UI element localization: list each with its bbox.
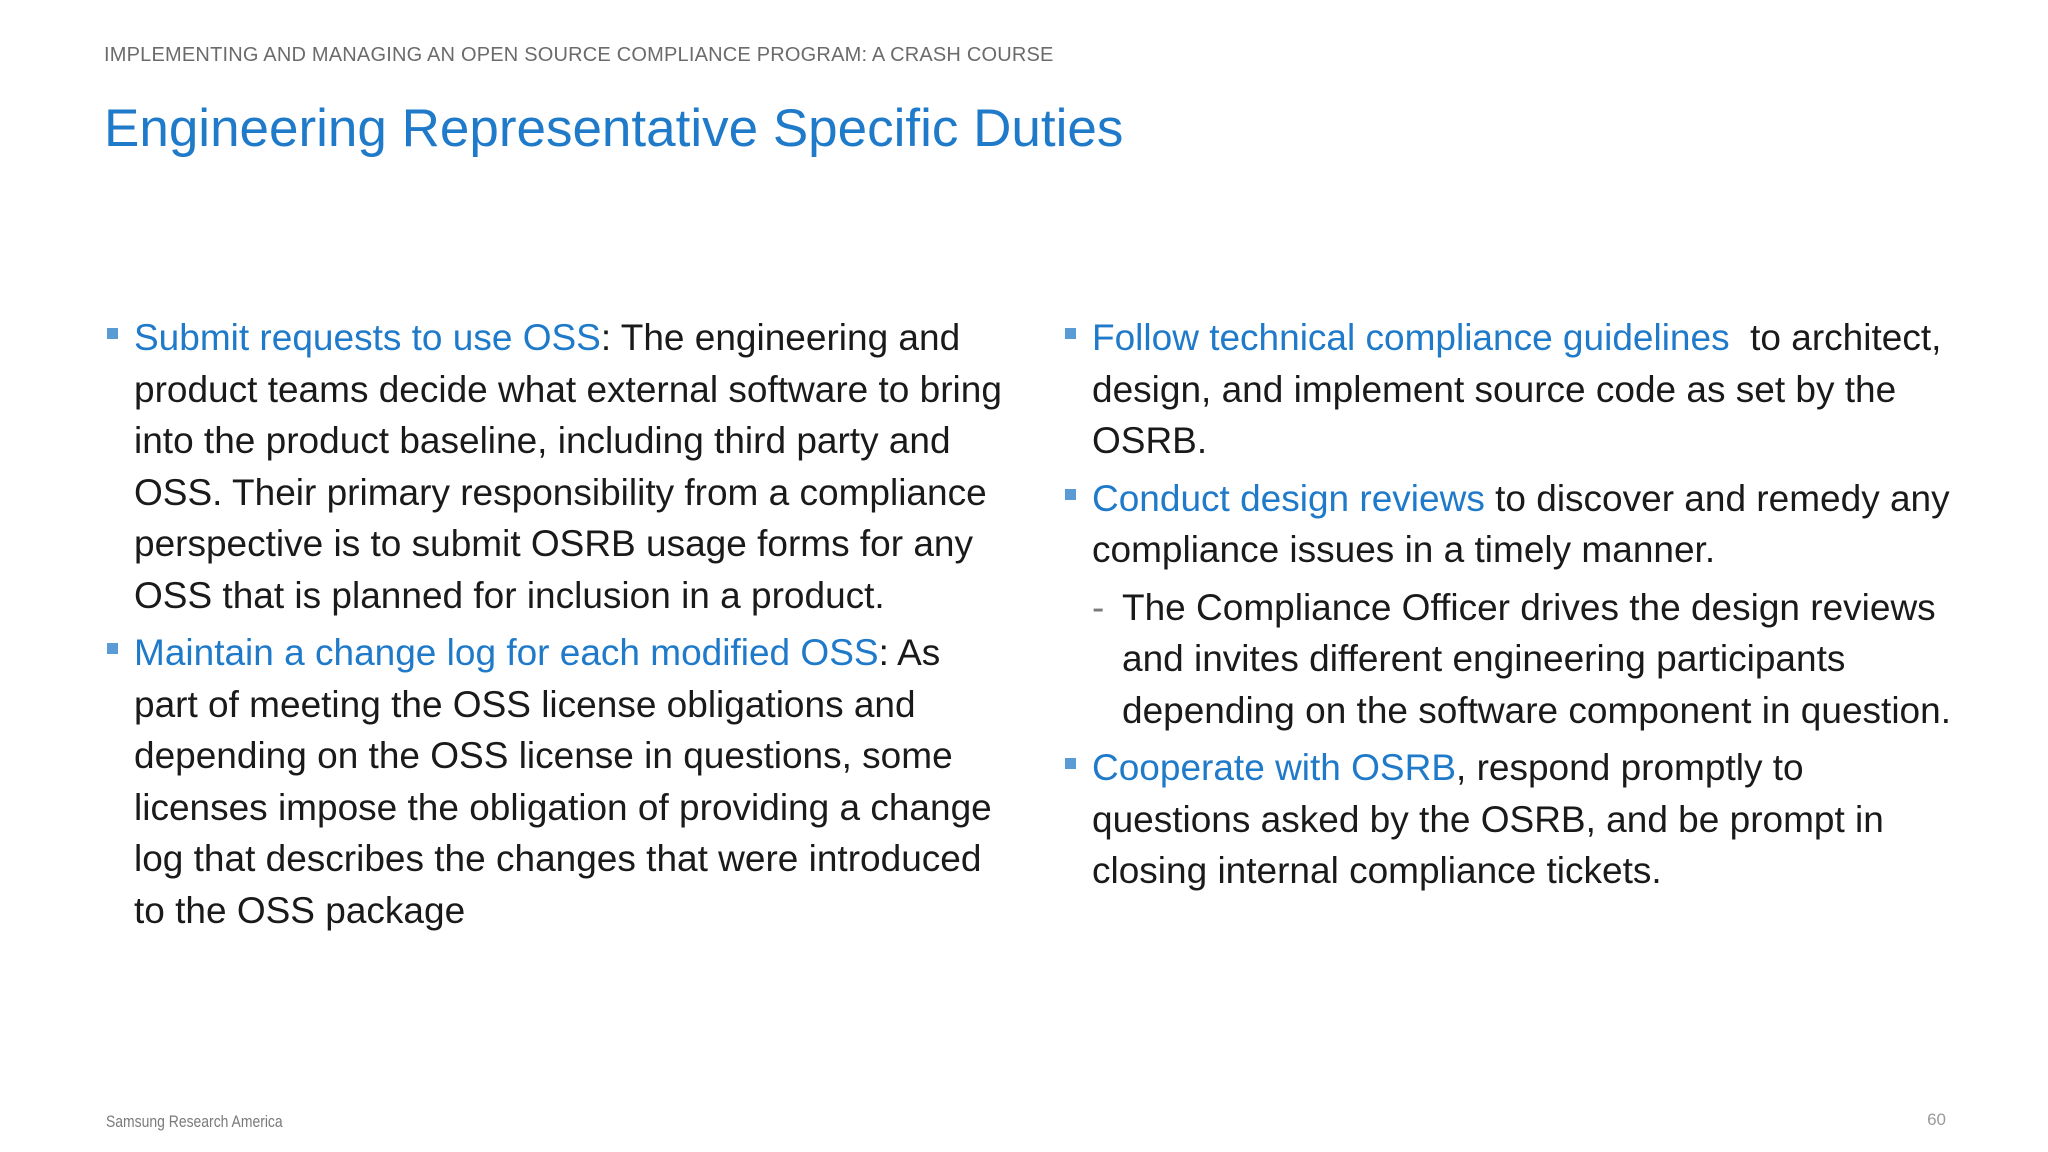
bullet-item: [1062, 312, 1962, 467]
bullet-item: [1062, 742, 1962, 897]
square-bullet-icon: [107, 643, 118, 654]
bullet-highlight: Maintain a change log for each modified OSS: [134, 632, 879, 673]
left-column: [104, 312, 1004, 942]
sub-bullet-item: [1062, 582, 1962, 737]
course-title: IMPLEMENTING AND MANAGING AN OPEN SOURCE COMPLIANCE PROGRAM: A CRASH COURSE: [104, 44, 1054, 66]
bullet-item: [104, 312, 1004, 621]
square-bullet-icon: [1065, 758, 1076, 769]
bullet-text: , respond promptly to questions asked by the OSRB, and be prompt in closing internal compliance tickets.: [1092, 747, 1884, 891]
bullet-highlight: Submit requests to use OSS: [134, 317, 601, 358]
bullet-highlight: Conduct design reviews: [1092, 477, 1485, 519]
right-column: [1062, 312, 1962, 903]
bullet-item: [104, 627, 1004, 936]
bullet-text: : The engineering and product teams decide what external software to bring into the product baseline, including third party and OSS. Their primary responsibility from a compliance perspective is to submit OSRB usage forms for any OSS that is planned for inclusion in a product.: [134, 317, 1002, 616]
bullet-highlight: Follow technical compliance guidelines: [1092, 317, 1730, 358]
bullet-text: to discover and remedy any compliance issues in a timely manner.: [1092, 477, 1950, 570]
dash-bullet-icon: -: [1092, 586, 1105, 628]
bullet-text: : As part of meeting the OSS license obligations and depending on the OSS license in questions, some licenses impose the obligation of providing a change log that describes the changes that were introduced to the OSS package: [134, 632, 992, 931]
page-title: Engineering Representative Specific Duties: [104, 99, 1124, 158]
sub-bullet-text: The Compliance Officer drives the design reviews and invites different engineering participants depending on the software component in question.: [1122, 586, 1951, 731]
bullet-item: [1062, 473, 1962, 576]
square-bullet-icon: [107, 328, 118, 339]
bullet-highlight: Cooperate with OSRB: [1092, 747, 1457, 788]
square-bullet-icon: [1065, 328, 1076, 339]
bullet-text: to architect, design, and implement source code as set by the OSRB.: [1092, 317, 1952, 461]
square-bullet-icon: [1065, 489, 1076, 500]
page-number: 60: [1927, 1110, 1946, 1129]
footer-organization: Samsung Research America: [106, 1112, 283, 1131]
